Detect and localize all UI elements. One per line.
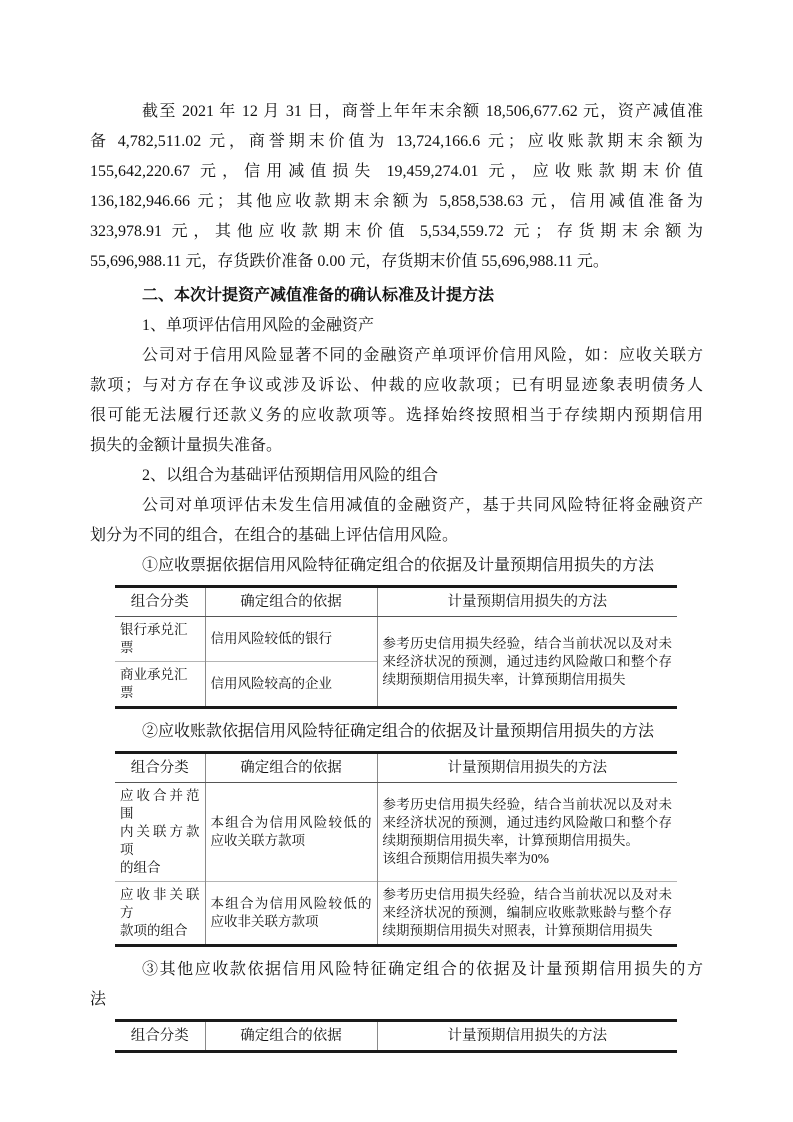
- cell-category: 商业承兑汇票: [115, 662, 205, 708]
- table-row: [115, 617, 677, 662]
- cell-category: 银行承兑汇票: [120, 622, 188, 655]
- text-line: 公司对单项评估未发生信用减值的金融资产，基于共同风险特征将金融资产: [142, 497, 703, 514]
- text-line: 来经济状况的预测，通过违约风险敞口和整个存: [382, 815, 672, 830]
- other-receivables-table: [115, 1019, 677, 1053]
- header-basis: 确定组合的依据: [205, 1021, 377, 1052]
- table-row: [115, 783, 677, 882]
- header-method: 计量预期信用损失的方法: [377, 587, 677, 617]
- method-note: 该组合预期信用损失率为0%: [382, 851, 549, 866]
- circled-1-heading: ①应收票据依据信用风险特征确定组合的依据及计量预期信用损失的方法: [142, 557, 655, 574]
- circled-3-heading: [90, 955, 703, 1015]
- text-line: 续期预期信用损失率，计算预期信用损失。: [382, 833, 639, 848]
- text-line: 续期预期信用损失对照表，计算预期信用损失: [382, 923, 653, 938]
- paragraph-impairment-summary: [90, 97, 703, 277]
- header-method: 计量预期信用损失的方法: [377, 1021, 677, 1052]
- text-line: 来经济状况的预测，编制应收账款账龄与整个存: [382, 905, 672, 920]
- text-line: 续期预期信用损失率，计算预期信用损失: [382, 671, 626, 687]
- table-header-row: [115, 1021, 677, 1052]
- header-basis: 确定组合的依据: [205, 753, 377, 783]
- text-line: 155,642,220.67 元，信用减值损失 19,459,274.01 元，应收账款期末价值: [90, 163, 703, 180]
- paragraph-portfolio-assessment: [90, 491, 703, 551]
- text-line: 公司对于信用风险显著不同的金融资产单项评价信用风险，如：应收关联方: [142, 347, 703, 364]
- text-line: 参考历史信用损失经验，结合当前状况以及对未: [382, 887, 672, 902]
- method-text: [383, 796, 673, 850]
- cell-method: [377, 783, 677, 882]
- text-line: 的组合: [120, 860, 161, 875]
- text-line: 备 4,782,511.02 元，商誉期末价值为 13,724,166.6 元；应收账款期末余额为: [90, 133, 703, 150]
- subsection-1-heading: 1、单项评估信用风险的金融资产: [142, 317, 375, 334]
- cell-category: [115, 882, 205, 946]
- cell-method: [377, 882, 677, 946]
- table-header-row: [115, 587, 677, 617]
- text-line: 应收关联方款项: [210, 833, 305, 848]
- header-basis: 确定组合的依据: [205, 587, 377, 617]
- header-category: 组合分类: [115, 587, 205, 617]
- text-line: ③其他应收款依据信用风险特征确定组合的依据及计量预期信用损失的方: [142, 961, 703, 978]
- table-row: [115, 882, 677, 946]
- cell-basis: 信用风险较高的企业: [205, 662, 377, 708]
- text-line: 损失的金额计量损失准备。: [90, 437, 283, 454]
- accounts-receivable-table: [115, 751, 677, 947]
- text-line: 内关联方款项: [120, 824, 200, 857]
- text-line: 截至 2021 年 12 月 31 日，商誉上年年末余额 18,506,677.62 元，资产减值准: [142, 103, 703, 120]
- table-header-row: [115, 753, 677, 783]
- circled-2-heading: ②应收账款依据信用风险特征确定组合的依据及计量预期信用损失的方法: [142, 723, 655, 740]
- text-line: 款项；与对方存在争议或涉及诉讼、仲裁的应收款项；已有明显迹象表明债务人: [90, 377, 703, 394]
- text-line: 款项的组合: [120, 923, 188, 938]
- header-category: 组合分类: [115, 753, 205, 783]
- header-category: 组合分类: [115, 1021, 205, 1052]
- cell-basis: 信用风险较低的银行: [205, 617, 377, 662]
- text-line: 323,978.91 元，其他应收款期末价值 5,534,559.72 元；存货期末余额为: [90, 223, 703, 240]
- text-line: 55,696,988.11 元，存货跌价准备 0.00 元，存货期末价值 55,696,988.11 元。: [90, 253, 609, 270]
- cell-basis: [205, 882, 377, 946]
- text-line: 应收非关联方款项: [210, 914, 319, 929]
- text-line: 本组合为信用风险较低的: [210, 896, 372, 911]
- section-heading-2: 二、本次计提资产减值准备的确认标准及计提方法: [142, 287, 495, 304]
- paragraph-individual-assessment: [90, 341, 703, 461]
- cell-category: [115, 783, 205, 882]
- subsection-2-heading: 2、以组合为基础评估预期信用风险的组合: [142, 467, 439, 484]
- text-line: 很可能无法履行还款义务的应收款项等。选择始终按照相当于存续期内预期信用: [90, 407, 703, 424]
- text-line: 来经济状况的预测，通过违约风险敞口和整个存: [382, 653, 672, 669]
- text-line: 本组合为信用风险较低的: [210, 815, 372, 830]
- text-line: 136,182,946.66 元；其他应收款期末余额为 5,858,538.63 元，信用减值准备为: [90, 193, 703, 210]
- bills-receivable-table: [115, 585, 677, 709]
- cell-method-merged: [377, 617, 677, 708]
- text-line: 划分为不同的组合，在组合的基础上评估信用风险。: [90, 527, 459, 544]
- text-line: 参考历史信用损失经验，结合当前状况以及对未: [382, 797, 672, 812]
- text-line: 应收合并范围: [120, 788, 200, 821]
- header-method: 计量预期信用损失的方法: [377, 753, 677, 783]
- text-line: 应收非关联方: [120, 887, 200, 920]
- text-line: 法: [90, 991, 107, 1008]
- cell-basis: [205, 783, 377, 882]
- text-line: 参考历史信用损失经验，结合当前状况以及对未: [382, 635, 672, 651]
